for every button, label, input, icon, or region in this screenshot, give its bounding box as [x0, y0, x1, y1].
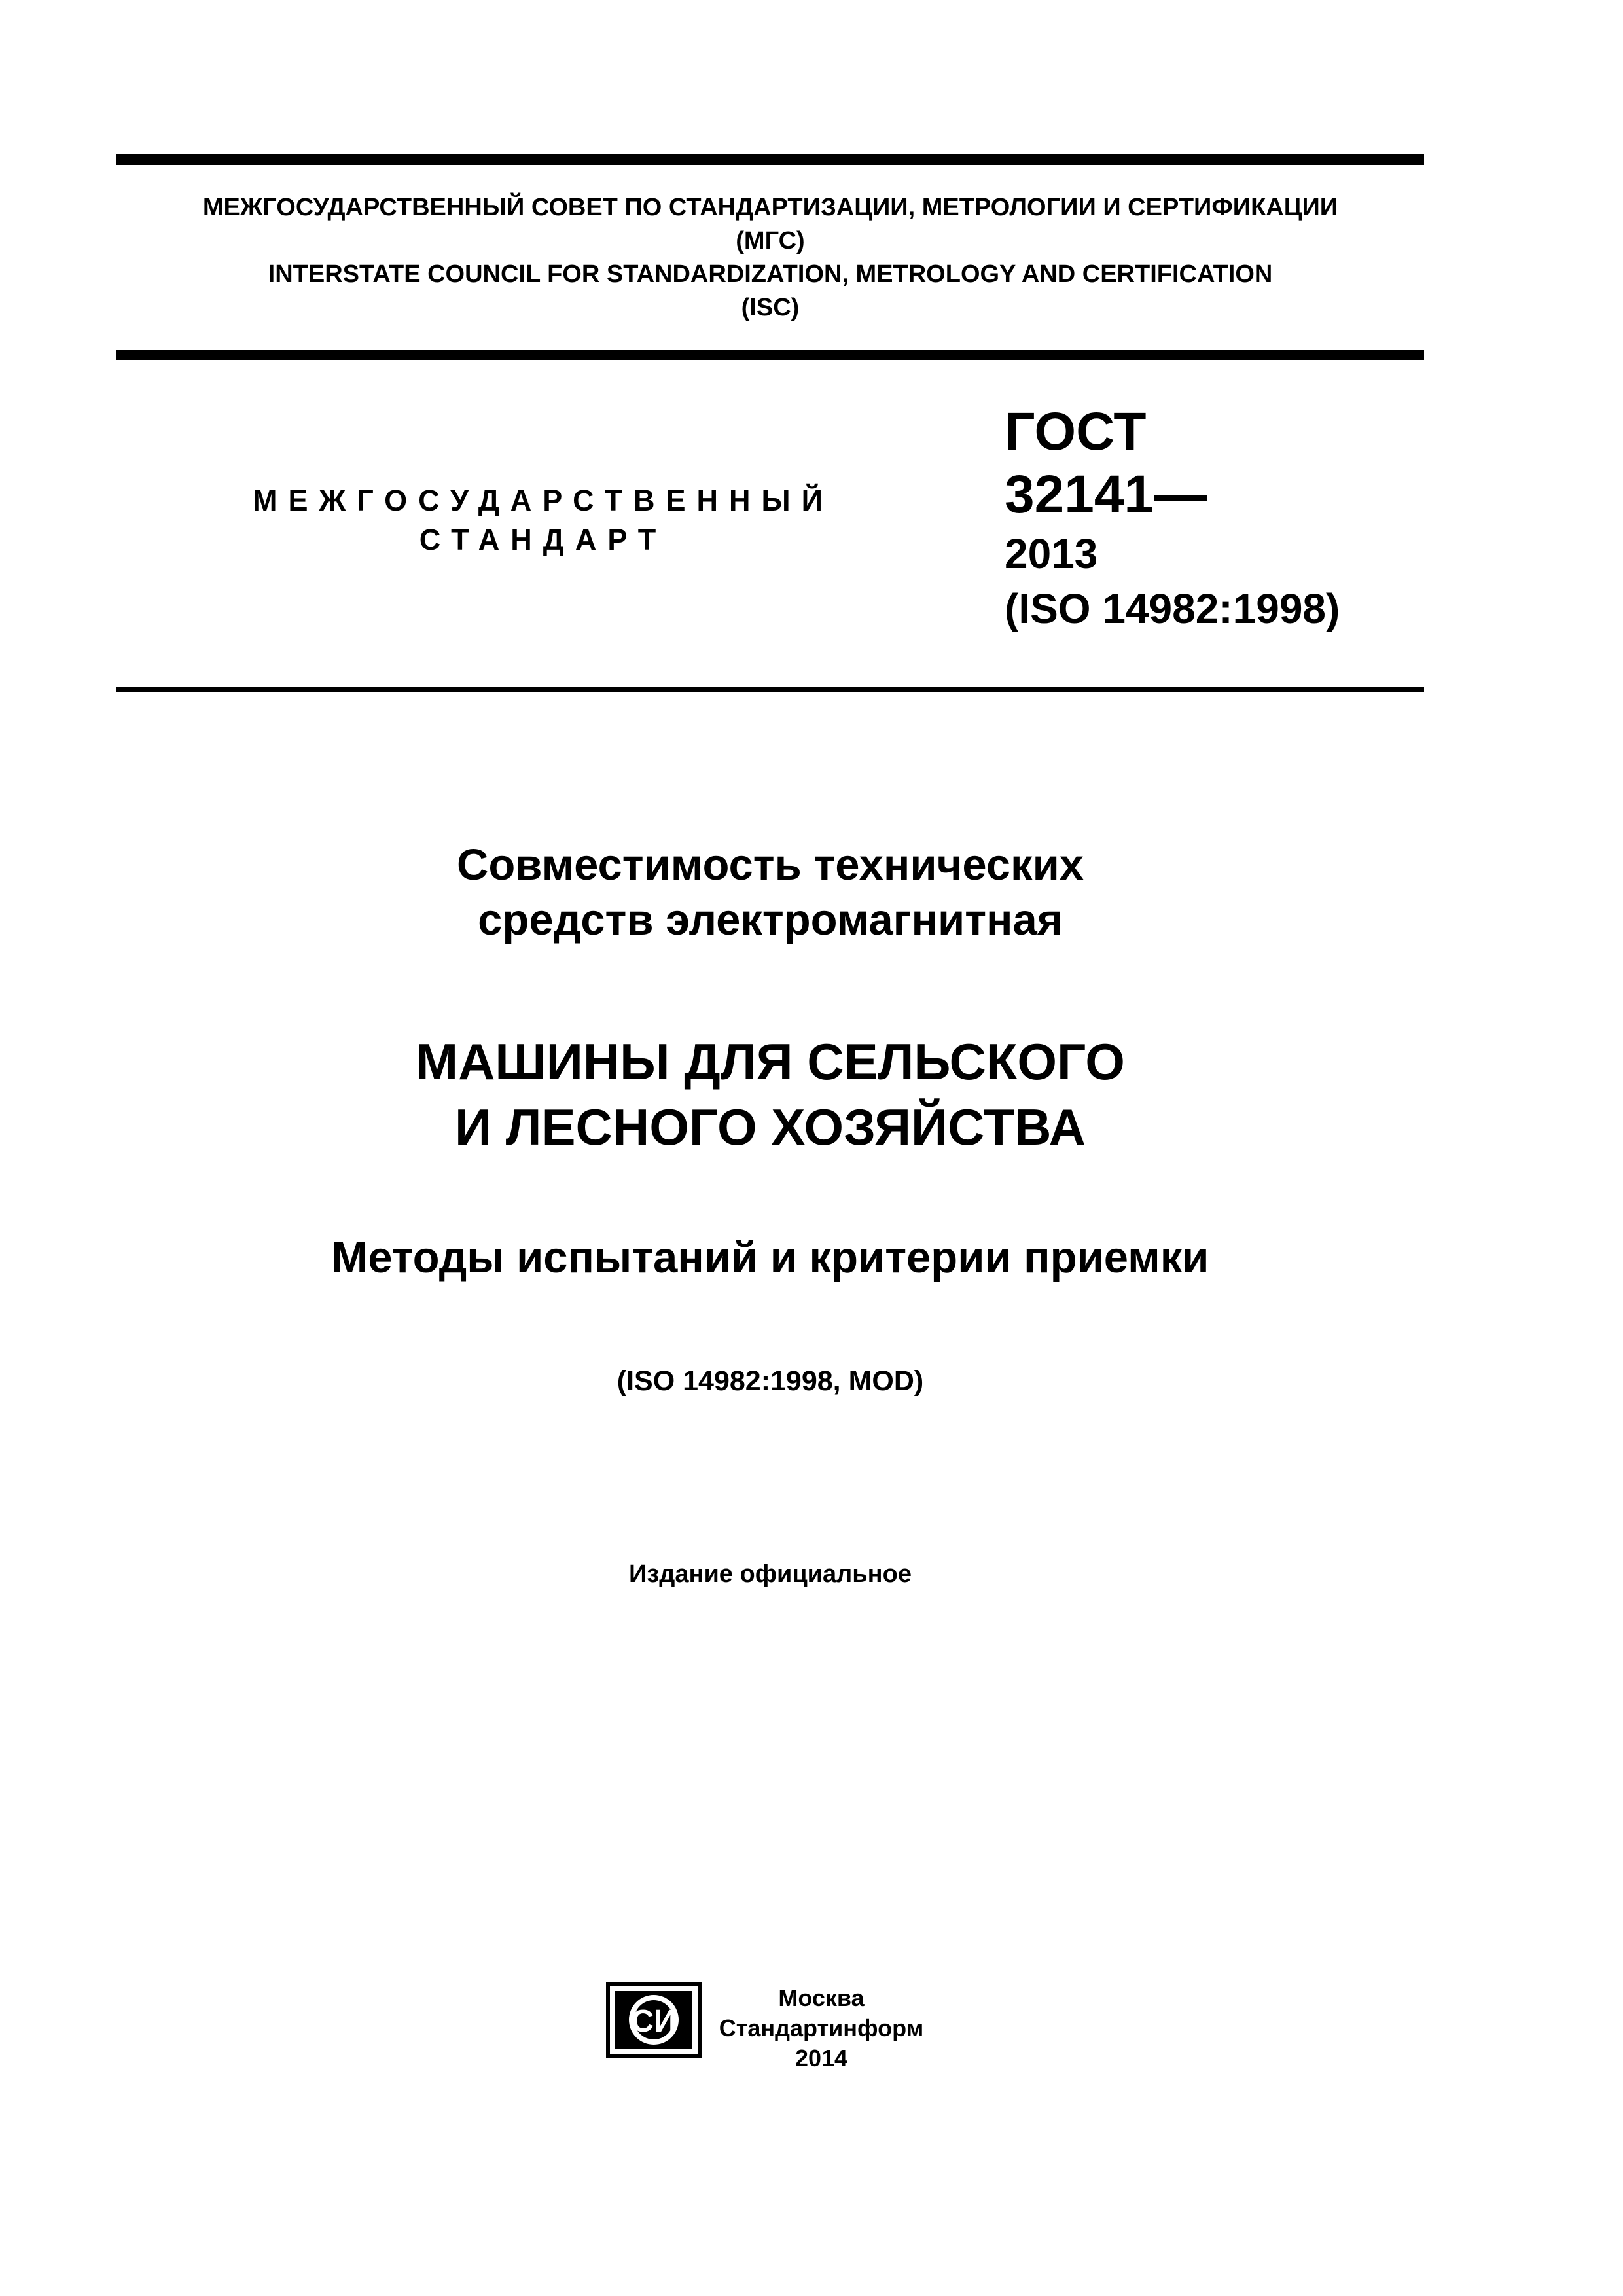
council-abbr-ru: (МГС) — [736, 227, 805, 255]
gost-designation — [1005, 401, 1340, 636]
document-subtitle — [116, 838, 1424, 948]
top-thick-rule — [116, 154, 1424, 165]
publisher-city: Москва — [778, 1984, 865, 2011]
main-title-line1: МАШИНЫ ДЛЯ СЕЛЬСКОГО — [416, 1033, 1125, 1090]
standard-type-line2: СТАНДАРТ — [419, 523, 668, 556]
logo-lettering: СИ — [631, 2004, 677, 2039]
publisher-name: Стандартинформ — [719, 2015, 924, 2041]
methods-text: Методы испытаний и критерии приемки — [331, 1233, 1209, 1282]
council-name-ru: МЕЖГОСУДАРСТВЕННЫЙ СОВЕТ ПО СТАНДАРТИЗАЦИИ, МЕТРОЛОГИИ И СЕРТИФИКАЦИИ — [202, 194, 1338, 221]
council-header — [116, 191, 1424, 325]
council-name-en: INTERSTATE COUNCIL FOR STANDARDIZATION, METROLOGY AND CERTIFICATION — [268, 260, 1273, 288]
gost-year: 2013 — [1005, 530, 1098, 577]
document-methods-title — [116, 1230, 1424, 1285]
gost-iso-reference: (ISO 14982:1998) — [1005, 585, 1340, 632]
official-edition-note — [116, 1558, 1424, 1590]
subtitle-line1: Совместимость технических — [456, 840, 1084, 889]
edition-text: Издание официальное — [629, 1560, 912, 1588]
publisher-block — [713, 1983, 929, 2073]
subtitle-line2: средств электромагнитная — [478, 895, 1063, 944]
document-main-title — [116, 1029, 1424, 1160]
main-title-line2: И ЛЕСНОГО ХОЗЯЙСТВА — [455, 1098, 1086, 1156]
standard-type-line1: МЕЖГОСУДАРСТВЕННЫЙ — [253, 484, 834, 517]
gost-number: 32141— — [1005, 465, 1208, 524]
gost-title: ГОСТ — [1005, 402, 1147, 461]
council-abbr-en: (ISC) — [741, 294, 800, 321]
iso-mod-text: (ISO 14982:1998, MOD) — [616, 1365, 924, 1397]
bottom-thin-rule — [116, 687, 1424, 692]
iso-modification-note — [116, 1363, 1424, 1399]
publisher-year: 2014 — [794, 2045, 848, 2072]
standartinform-logo-icon — [606, 1982, 702, 2058]
standard-type — [216, 481, 870, 560]
middle-thick-rule — [116, 350, 1424, 360]
